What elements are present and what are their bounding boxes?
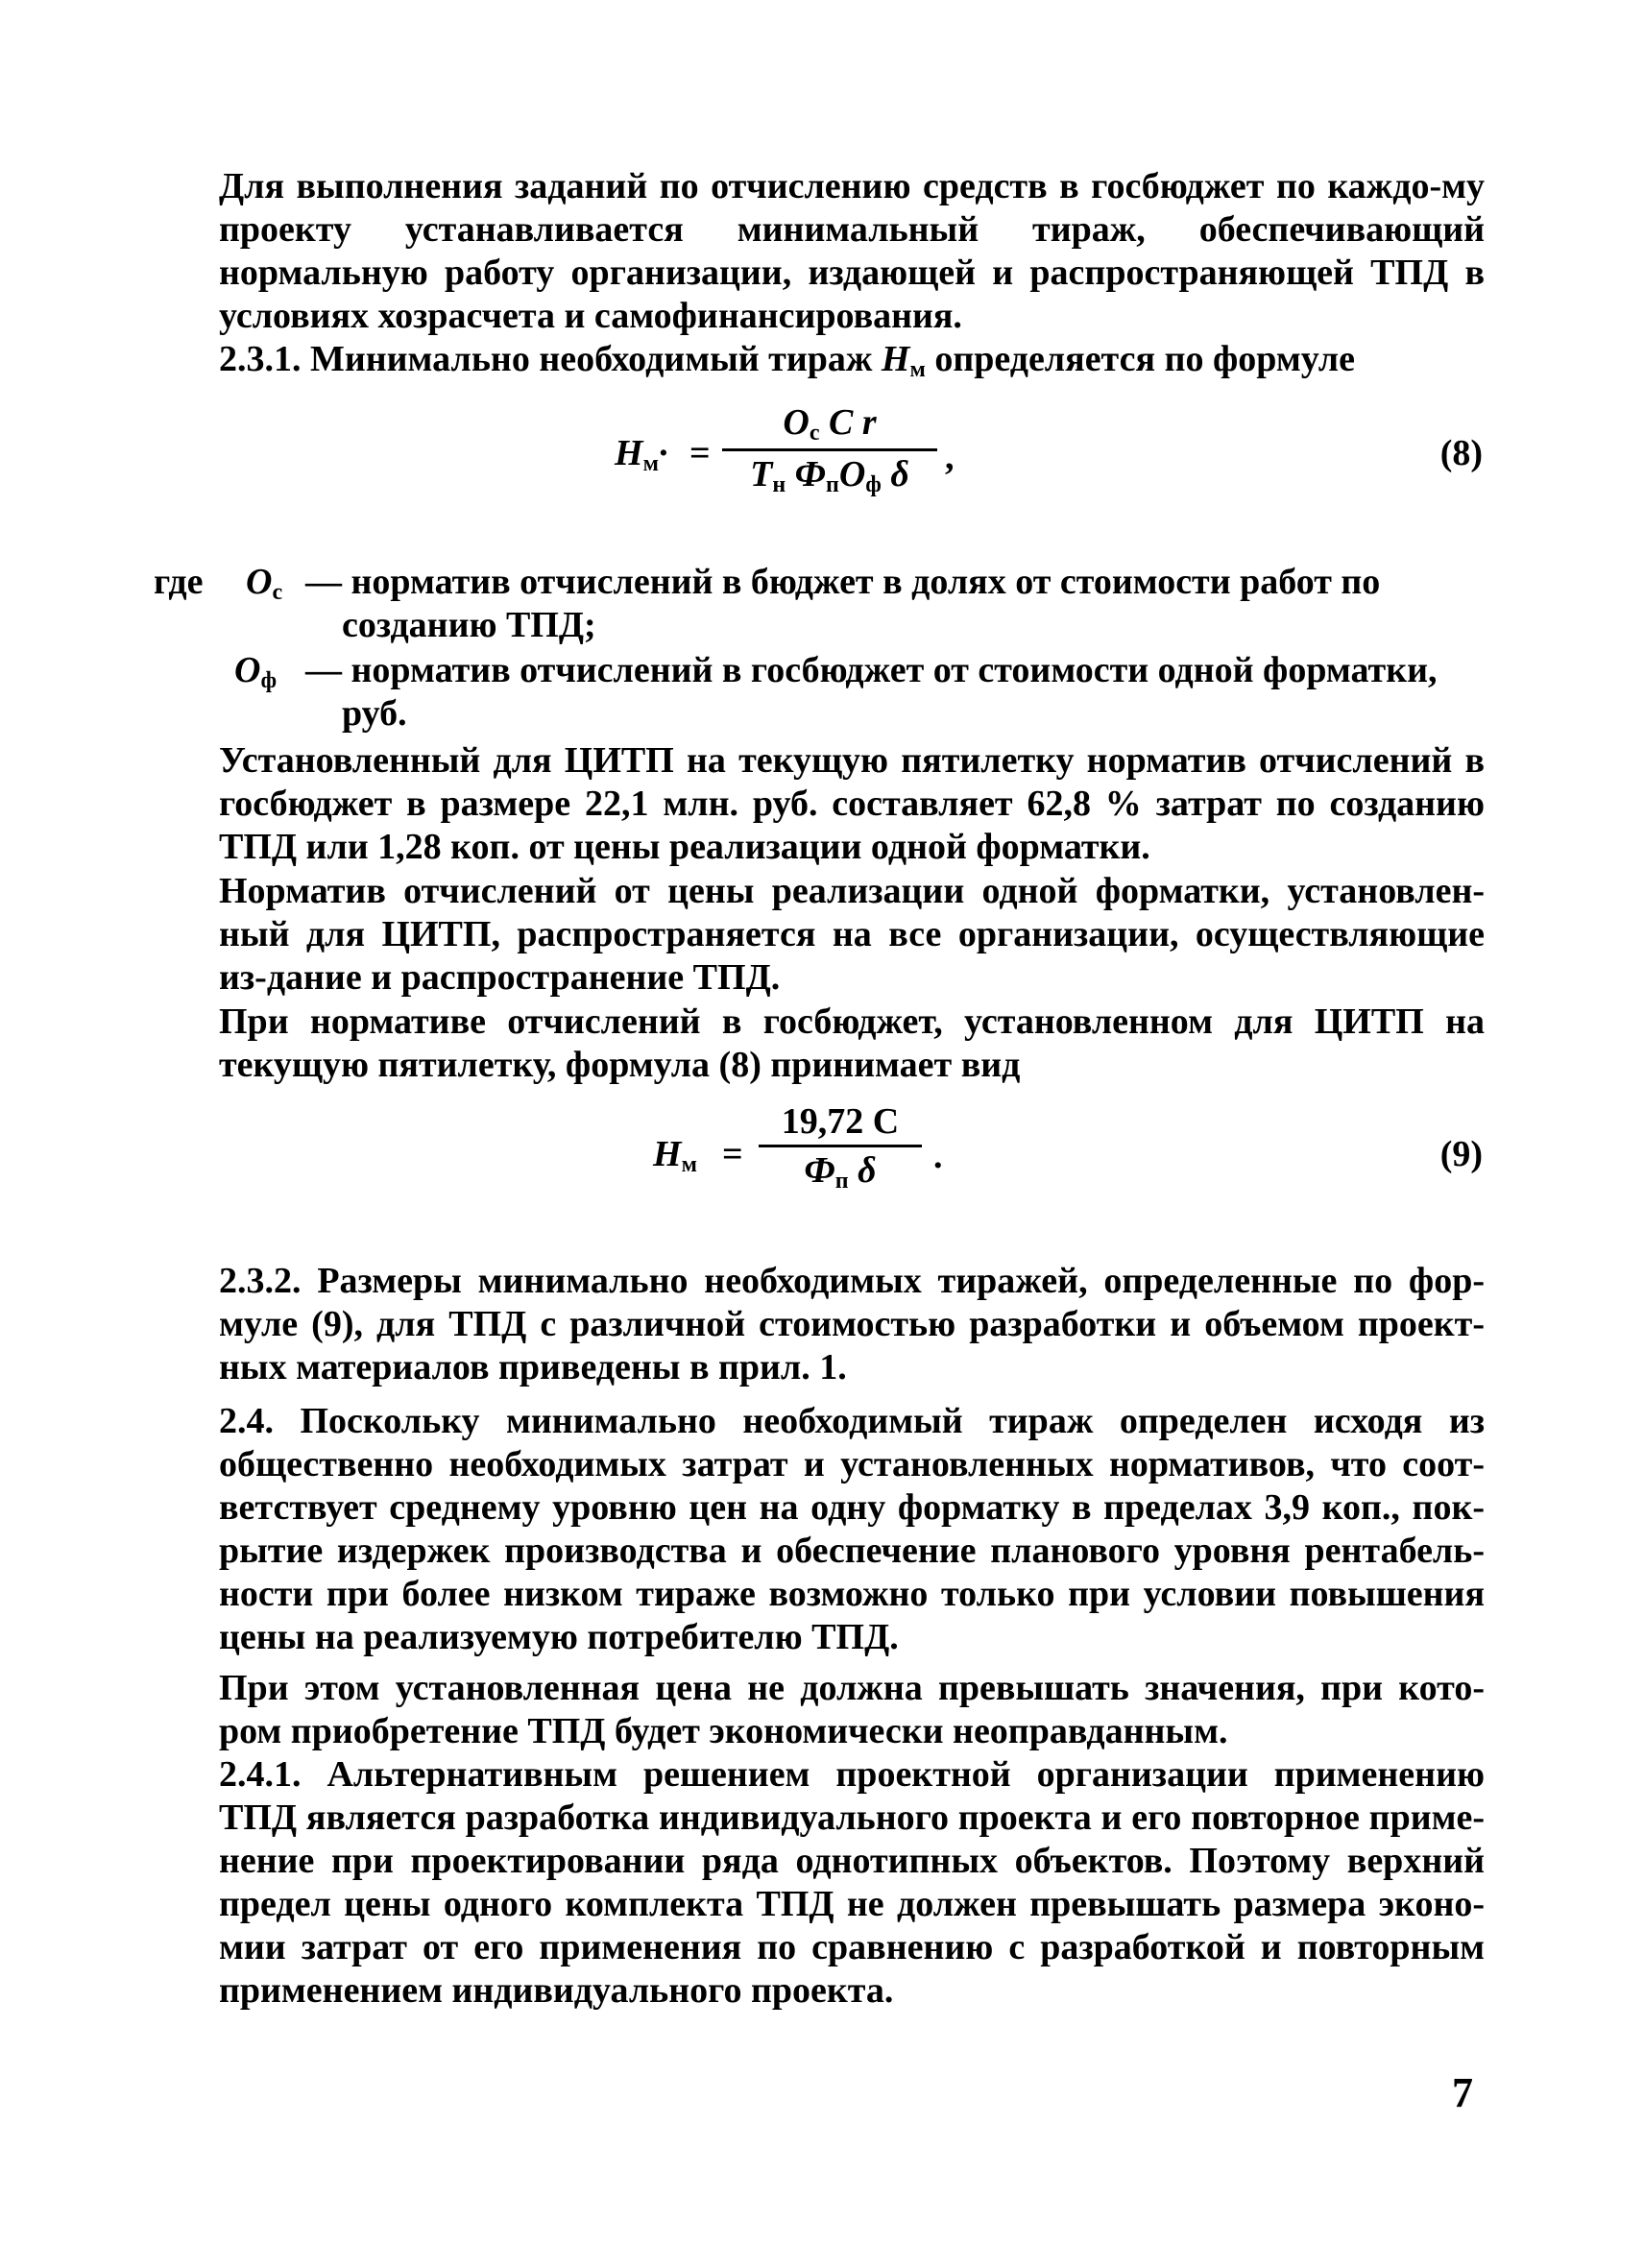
formula-8-label: (8)	[1439, 433, 1483, 473]
paragraph-6: 2.3.2. Размеры минимально необходимых тиражей, определенные по фор-муле (9), для ТПД с различной стоимостью разработки и объемом проект-ных материалов приведены в прил. 1.	[219, 1261, 1485, 1387]
formula-9-equals: =	[722, 1134, 743, 1174]
page-number: 7	[1452, 2069, 1473, 2116]
symbol-definitions	[154, 561, 1498, 743]
paragraph-1: Для выполнения заданий по отчислению средств в госбюджет по каждо-му проекту устанавливается минимальный тираж, обеспечивающий нормальную работу организации, издающей и распространяющей ТПД в условиях хозрасчета и самофинансирования.	[219, 166, 1485, 336]
formula-9-fraction-bar	[759, 1145, 922, 1147]
formula-9-fraction	[759, 1100, 922, 1194]
formula-9-denominator: $Ф_п$ δ	[804, 1150, 877, 1194]
formula-8	[0, 401, 1644, 517]
definition-symbol-oc: $О_с$	[246, 562, 283, 605]
paragraph-2-3-1	[219, 338, 1485, 392]
paragraph-3: Установленный для ЦИТП на текущую пятилетку норматив отчислений в госбюджет в размере 22,1 млн. руб. составляет 62,8 % затрат по созданию ТПД или 1,28 коп. от цены реализации одной форматки.	[219, 740, 1485, 867]
paragraph-formula-form	[219, 1001, 1485, 1087]
paragraph-2: 2.3.1. Минимально необходимый тираж $Н_м$ определяется по формуле	[219, 339, 1355, 382]
paragraph-2-4	[219, 1400, 1485, 1659]
formula-9-period: .	[933, 1136, 943, 1176]
formula-8-fraction	[722, 401, 937, 498]
paragraph-9: 2.4.1. Альтернативным решением проектной организации применению ТПД является разработка индивидуального проекта и его повторное приме-нение при проектировании ряда однотипных объектов. Поэтому верхний предел цены одного комплекта ТПД не должен превышать размера эконо-мии затрат от его применения по сравнению с разработкой и повторным применением индивидуального проекта.	[219, 1754, 1485, 2011]
paragraph-8: При этом установленная цена не должна превышать значения, при кото-ром приобретение ТПД будет экономически неоправданным.	[219, 1668, 1485, 1751]
formula-9-lhs: $Н_м$	[653, 1134, 697, 1177]
where-word: где	[154, 562, 204, 602]
definition-oc-line-1: — норматив отчислений в бюджет в долях от стоимости работ по	[305, 562, 1381, 602]
paragraph-2-3-2	[219, 1260, 1485, 1389]
paragraph-7: 2.4. Поскольку минимально необходимый тираж определен исходя из общественно необходимых затрат и установленных нормативов, что соот-ветствует среднему уровню цен на одну форматку в пределах 3,9 коп., пок-рытие издержек производства и обеспечение планового уровня рентабель-ности при более низком тираже возможно только при условии повышения цены на реализуемую потребителю ТПД.	[219, 1401, 1485, 1657]
formula-8-equals: =	[689, 433, 711, 473]
paragraph-norm-citp	[219, 739, 1485, 869]
formula-8-numerator: $О_с$ С r	[783, 402, 877, 446]
definition-symbol-of: $О_ф$	[234, 650, 278, 693]
formula-8-comma: ,	[945, 437, 955, 477]
formula-8-fraction-bar	[722, 448, 937, 451]
paragraph-4: Норматив отчислений от цены реализации одной форматки, установлен-ный для ЦИТП, распространяется на все организации, осуществляющие из-дание и распространение ТПД.	[219, 871, 1485, 998]
formula-9	[0, 1095, 1644, 1210]
formula-8-denominator: $Т_н$ $Ф_пО_ф$ δ	[750, 454, 909, 497]
definition-of-line-2: руб.	[342, 693, 407, 734]
definition-of-line-1: — норматив отчислений в госбюджет от стоимости одной форматки,	[305, 650, 1438, 690]
formula-8-lhs: $Н_м\cdot$	[615, 433, 668, 476]
paragraph-intro	[219, 165, 1485, 338]
paragraph-5: При нормативе отчислений в госбюджет, установленном для ЦИТП на текущую пятилетку, формула (8) принимает вид	[219, 1001, 1485, 1085]
paragraph-price-limit	[219, 1667, 1485, 1753]
formula-9-numerator: 19,72 С	[781, 1101, 900, 1142]
definition-oc-line-2: созданию ТПД;	[342, 605, 596, 645]
formula-9-label: (9)	[1439, 1134, 1483, 1174]
paragraph-2-4-1	[219, 1753, 1485, 2013]
paragraph-norm-all	[219, 870, 1485, 1000]
